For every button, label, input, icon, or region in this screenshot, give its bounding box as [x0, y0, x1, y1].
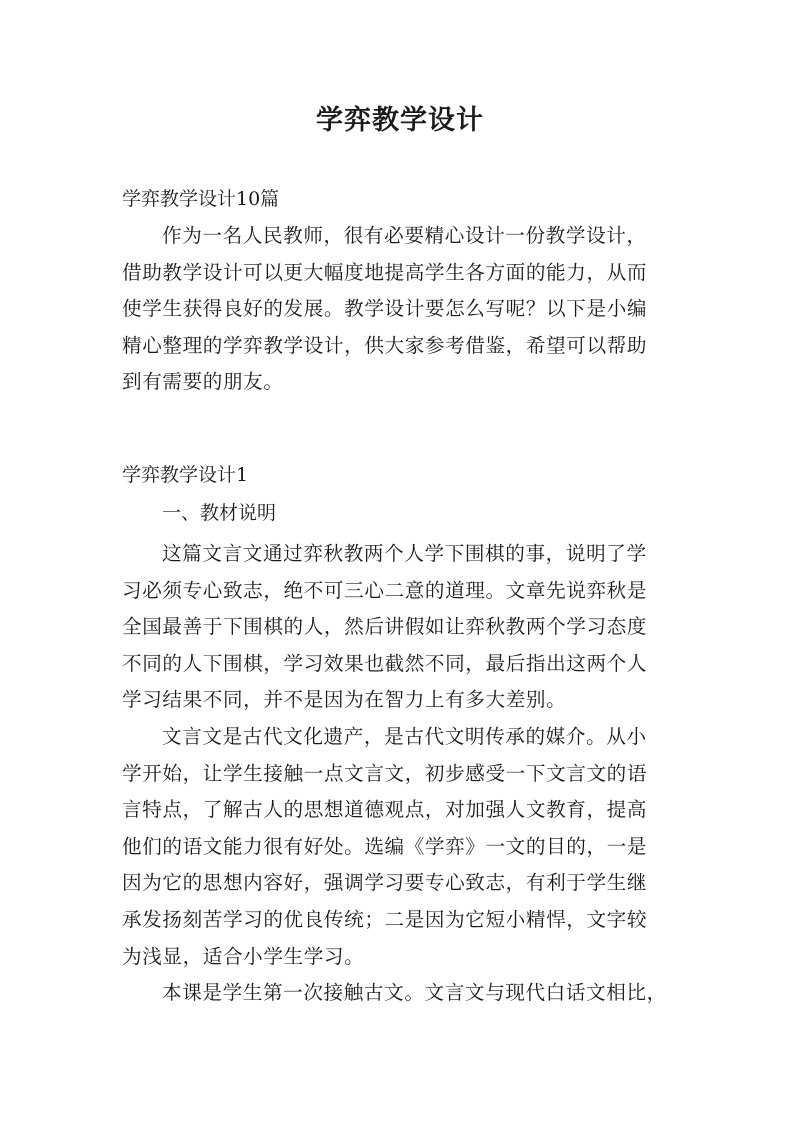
paragraph-line: 习必须专心致志，绝不可三心二意的道理。文章先说弈秋是 — [122, 578, 648, 602]
paragraph-line: 言特点，了解古人的思想道德观点，对加强人文教育，提高 — [122, 798, 648, 822]
paragraph-line: 全国最善于下围棋的人，然后讲假如让弈秋教两个学习态度 — [122, 615, 648, 639]
paragraph-1 — [122, 536, 694, 719]
intro-line: 精心整理的学弈教学设计，供大家参考借鉴，希望可以帮助 — [122, 333, 648, 357]
intro-heading: 学弈教学设计10篇 — [122, 188, 280, 210]
intro-line: 作为一名人民教师，很有必要精心设计一份教学设计， — [162, 224, 647, 247]
paragraph-line: 学开始，让学生接触一点文言文，初步感受一下文言文的语 — [122, 761, 648, 785]
paragraph-line: 本课是学生第一次接触古文。文言文与现代白话文相比， — [162, 981, 667, 1005]
paragraph-line: 文言文是古代文化遗产，是古代文明传承的媒介。从小 — [162, 724, 647, 748]
intro-line: 使学生获得良好的发展。教学设计要怎么写呢？以下是小编 — [122, 297, 648, 321]
intro-paragraph — [122, 218, 694, 401]
paragraph-line: 不同的人下围棋，学习效果也截然不同，最后指出这两个人 — [122, 651, 648, 675]
section-heading: 学弈教学设计1 — [122, 463, 249, 486]
paragraph-line: 为浅显，适合小学生学习。 — [122, 944, 365, 968]
paragraph-line: 因为它的思想内容好，强调学习要专心致志，有利于学生继 — [122, 871, 648, 895]
paragraph-line: 这篇文言文通过弈秋教两个人学下围棋的事，说明了学 — [162, 541, 647, 565]
subsection-heading: 一、教材说明 — [162, 501, 277, 524]
paragraph-line: 他们的语文能力很有好处。选编《学弈》一文的目的，一是 — [122, 834, 648, 858]
section-gap — [122, 401, 694, 456]
paragraph-line: 承发扬刻苦学习的优良传统；二是因为它短小精悍，文字较 — [122, 907, 648, 931]
document-title: 学弈教学设计 — [316, 105, 484, 136]
paragraph-2 — [122, 719, 694, 975]
paragraph-3 — [122, 975, 694, 1012]
paragraph-line: 学习结果不同，并不是因为在智力上有多大差别。 — [122, 688, 567, 712]
intro-line: 到有需要的朋友。 — [122, 370, 284, 394]
document-body — [122, 180, 694, 1012]
intro-line: 借助教学设计可以更大幅度地提高学生各方面的能力，从而 — [122, 260, 648, 284]
